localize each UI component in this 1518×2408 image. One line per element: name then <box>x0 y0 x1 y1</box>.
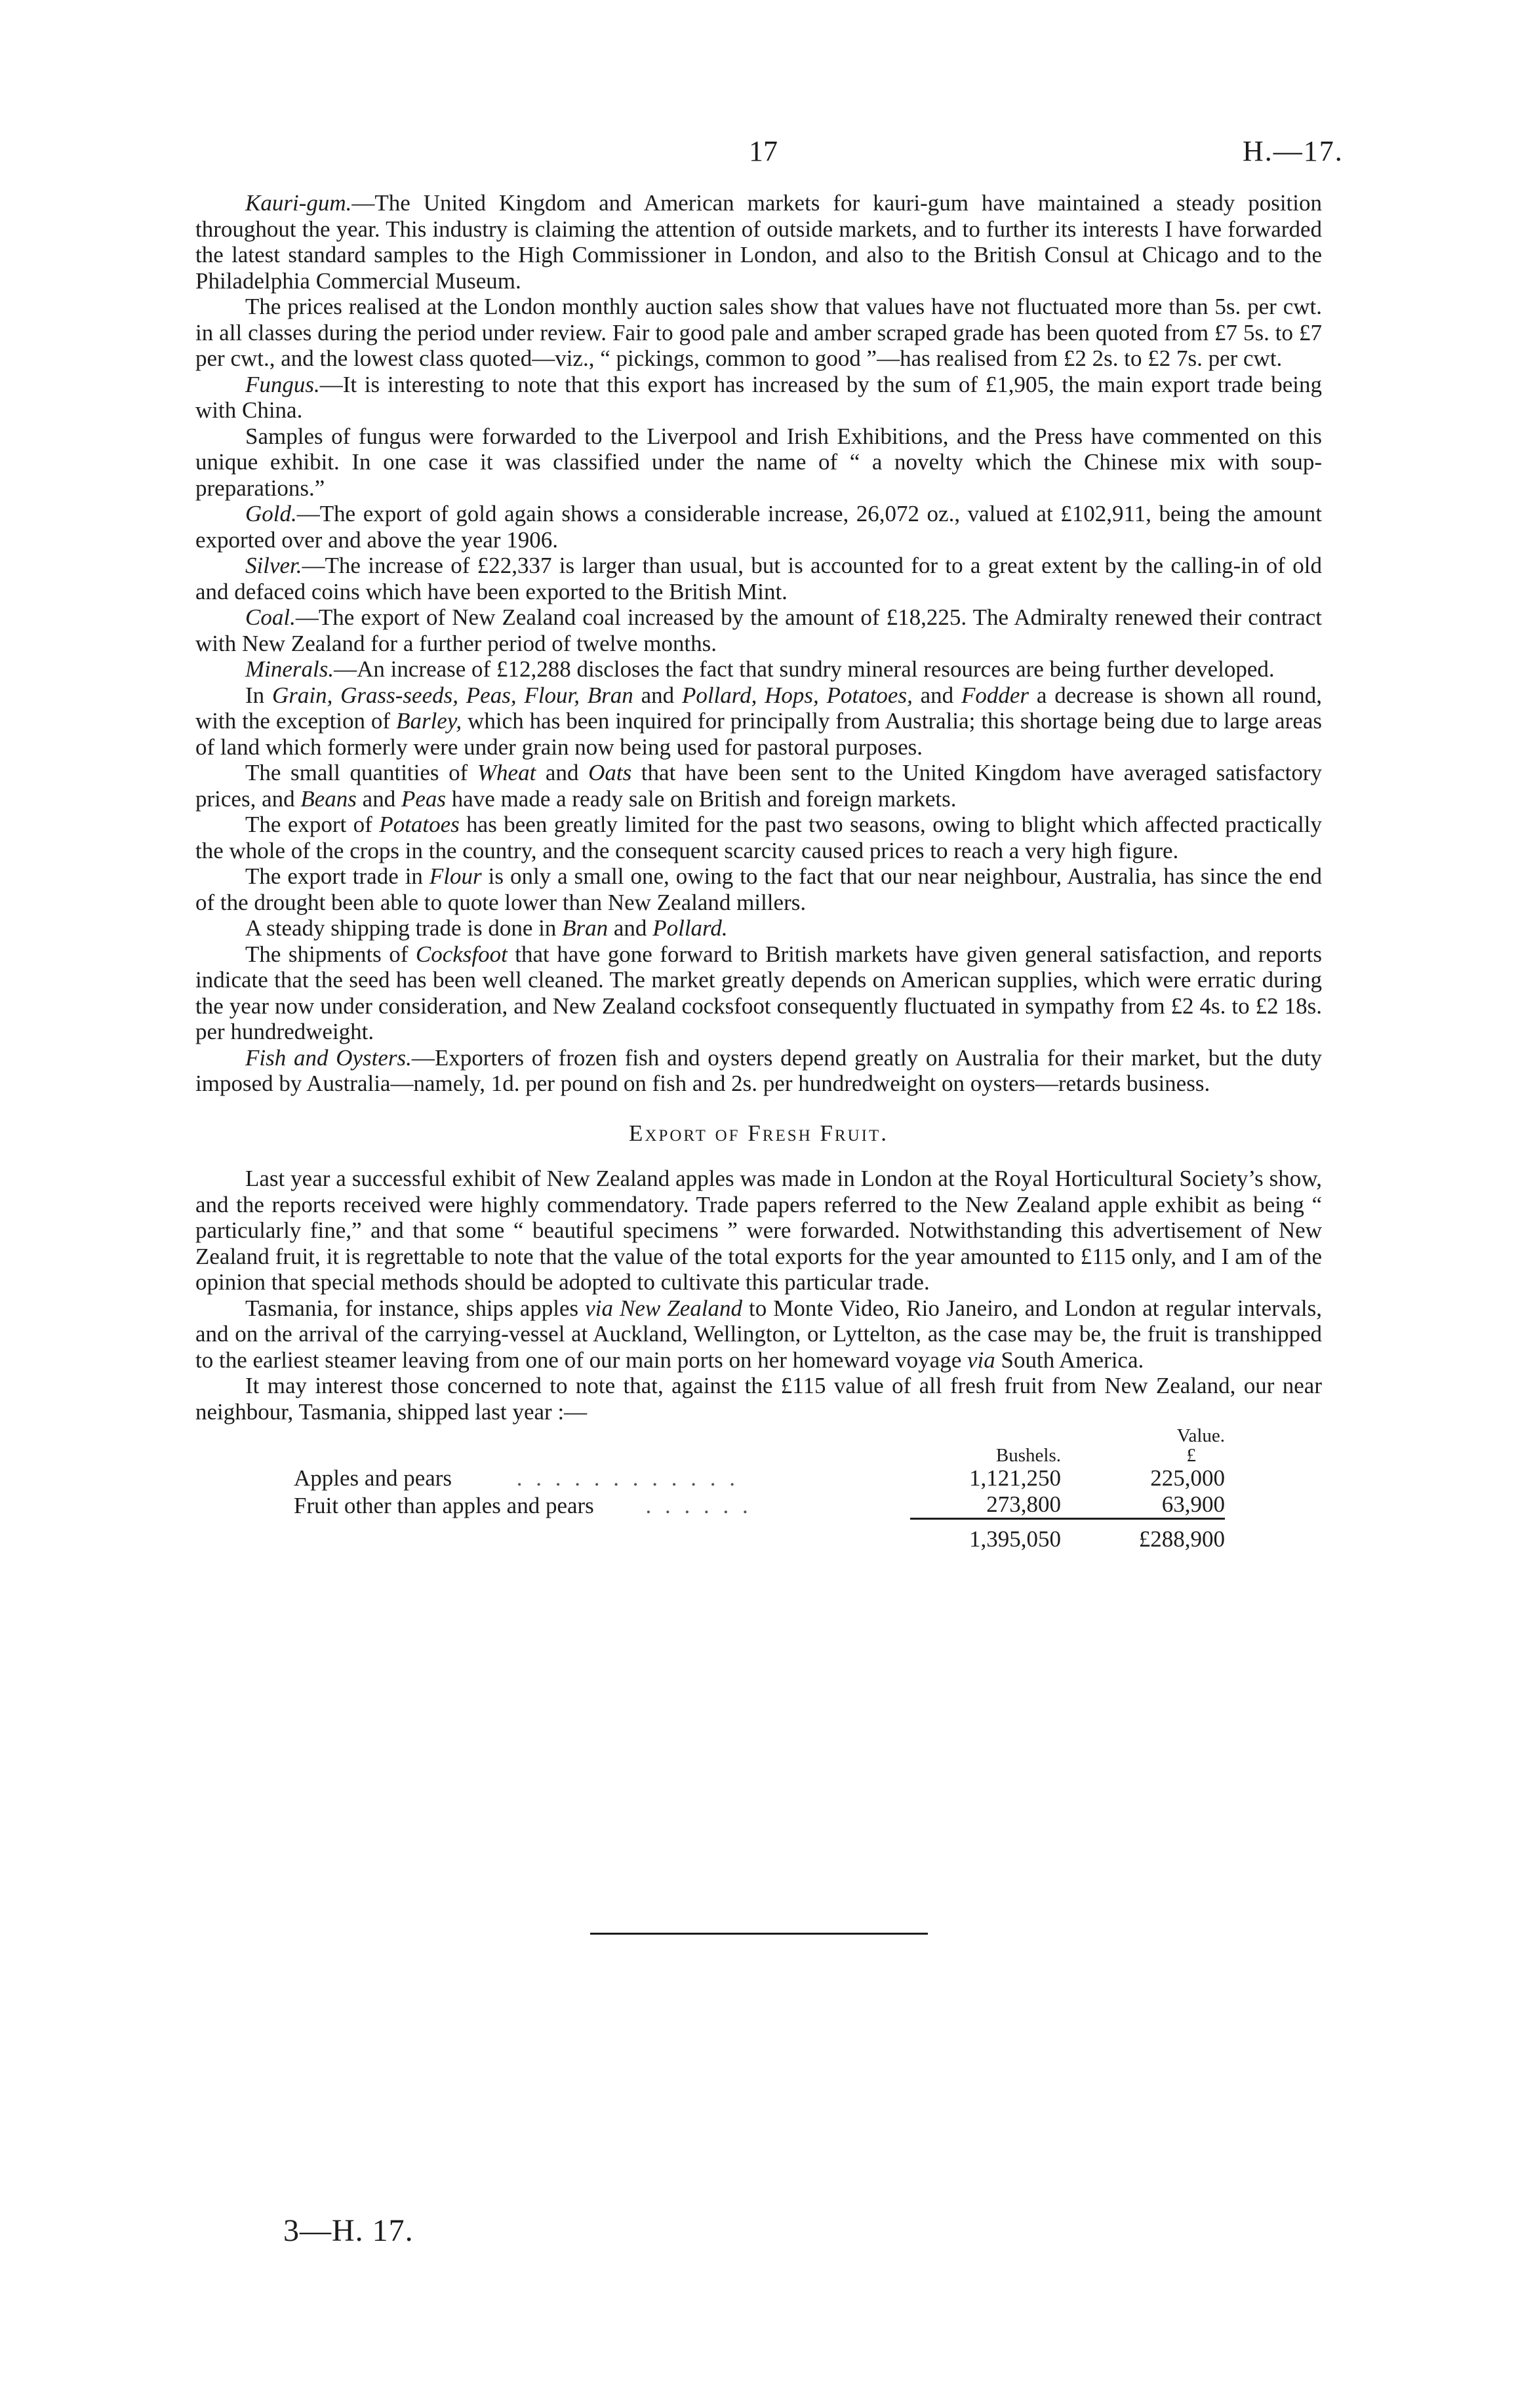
paragraph-fruit-exhibit: Last year a successful exhibit of New Zealand apples was made in London at the Royal Horticultural Society’s show, and the reports received were highly commendatory. Trade papers referred to the New Zealand apple exhibit as being “ particularly fine,” and that some “ beautiful specimens ” were forwarded. Notwithstanding this advertisement of New Zealand fruit, it is regrettable to note that the value of the total exports for the year amounted to £115 only, and I am of the opinion that special methods should be adopted to cultivate this particular trade. <box>195 1166 1322 1295</box>
italic-run: Barley, <box>396 708 462 734</box>
paragraph-text: Samples of fungus were forwarded to the Liverpool and Irish Exhibitions, and the Press have commented on this unique exhibit. In one case it was classified under the name of “ a novelty which the Chinese mix with soup-preparations.” <box>195 423 1322 501</box>
paragraph-lead: Silver. <box>245 553 302 578</box>
total-value-cell: £288,900 <box>1061 1519 1225 1553</box>
text-run: The small quantities of <box>245 760 477 785</box>
column-header-bushels <box>910 1426 1061 1465</box>
paragraph-lead: Minerals. <box>245 656 334 682</box>
text-run: that have been sent to the United Kingdom have averaged satisfactory prices, and <box>195 760 1322 812</box>
paragraph-coal <box>195 604 1322 656</box>
row-label: Fruit other than apples and pears <box>294 1492 594 1518</box>
italic-run: Bran <box>562 915 609 941</box>
total-bushels-cell: 1,395,050 <box>910 1519 1061 1553</box>
paragraph-fungus <box>195 372 1322 424</box>
paragraph-text: —The United Kingdom and American markets for kauri-gum have maintained a steady position throughout the year. This industry is claiming the attention of outside markets, and to further its interests I have forwarded the latest standard samples to the High Commissioner in London, and also to the British Consul at Chicago and to the Philadelphia Commercial Museum. <box>195 190 1322 294</box>
text-run: and <box>356 785 401 812</box>
text-run: The export of <box>245 812 380 837</box>
italic-run: Potatoes <box>379 812 460 837</box>
paragraph-minerals <box>195 656 1322 682</box>
italic-run: Pollard. <box>652 915 728 941</box>
italic-run: Flour <box>429 863 482 889</box>
bushels-cell: 1,121,250 <box>969 1465 1061 1491</box>
paragraph-lead: Fish and Oysters. <box>245 1044 412 1071</box>
paragraph-bran-pollard <box>195 915 1322 941</box>
text-run: A steady shipping trade is done in <box>245 915 563 941</box>
text-run: and <box>633 682 682 708</box>
paragraph-grain <box>195 682 1322 760</box>
paragraph-potatoes <box>195 812 1322 863</box>
paragraph-text: The prices realised at the London monthly auction sales show that values have not fluctuated more than 5s. per cwt. in all classes during the period under review. Fair to good pale and amber scraped grade has been quoted from £7 5s. to £7 per cwt., and the lowest class quoted—viz., “ pickings, common to good ”—has realised from £2 2s. to £2 7s. per cwt. <box>195 294 1322 371</box>
paragraph-text: —The export of New Zealand coal increased by the amount of £18,225. The Admiralty renewed their contract with New Zealand for a further period of twelve months. <box>195 604 1322 656</box>
italic-run: Peas <box>401 785 446 812</box>
paragraph-fungus-samples <box>195 424 1322 502</box>
italic-run: Grain, Grass-seeds, Peas, Flour, Bran <box>271 682 633 708</box>
paragraph-fish-oysters <box>195 1045 1322 1097</box>
page-number: 17 <box>749 135 778 167</box>
leader-dots: . . . . . . . . . . . . <box>516 1465 740 1491</box>
italic-run: Pollard, Hops, Potatoes, <box>681 682 913 708</box>
document-reference: H.—17. <box>1243 135 1344 167</box>
paragraph-lead: Gold. <box>245 501 297 526</box>
table-row <box>294 1465 1225 1491</box>
column-header-value <box>1061 1426 1225 1465</box>
text-run: that have gone forward to British markets have given general satisfaction, and reports indicate that the seed has been well cleaned. The market greatly depends on American supplies, which were erratic during the year now under consideration, and New Zealand cocksfoot consequently fluctuated in sympathy from £2 4s. to £2 18s. per hundredweight. <box>195 941 1322 1044</box>
paragraph-lead: Kauri-gum. <box>245 190 352 216</box>
paragraph-kauri-prices <box>195 294 1322 372</box>
column-header-label: Value. <box>1176 1425 1225 1446</box>
text-run: The shipments of <box>245 941 416 967</box>
paragraph-kauri-gum <box>195 190 1322 294</box>
text-run: which has been inquired for principally from Australia; this shortage being due to large areas of land which formerly were under grain now being used for pastoral purposes. <box>195 708 1322 760</box>
paragraph-wheat-oats <box>195 760 1322 812</box>
table-row-label-cell <box>294 1491 910 1519</box>
value-cell: 63,900 <box>1161 1491 1225 1517</box>
italic-run: Wheat <box>477 760 536 785</box>
text-run: and <box>912 682 961 708</box>
value-cell: 225,000 <box>1150 1465 1225 1491</box>
document-body <box>195 190 1322 1552</box>
paragraph-gold <box>195 501 1322 553</box>
paragraph-lead: Fungus. <box>245 371 320 397</box>
italic-run: Beans <box>300 785 357 812</box>
paragraph-interest: It may interest those concerned to note that, against the £115 value of all fresh fruit from New Zealand, our near neighbour, Tasmania, shipped last year :— <box>195 1373 1322 1425</box>
section-heading-fresh-fruit: Export of Fresh Fruit. <box>629 1120 889 1146</box>
text-run: and <box>608 915 653 941</box>
text-run: has been greatly limited for the past two seasons, owing to blight which affected practically the whole of the crops in the country, and the consequent scarcity caused prices to reach a very high figure. <box>195 812 1322 863</box>
paragraph-silver <box>195 553 1322 604</box>
text-run: South America. <box>995 1347 1144 1373</box>
table-row <box>294 1491 1225 1519</box>
italic-run: via <box>967 1347 995 1373</box>
table-header-blank <box>294 1426 910 1465</box>
paragraph-text: —The increase of £22,337 is larger than usual, but is accounted for to a great extent by the calling-in of old and defaced coins which have been exported to the British Mint. <box>195 553 1322 604</box>
paragraph-text: —The export of gold again shows a considerable increase, 26,072 oz., valued at £102,911, being the amount exported over and above the year 1906. <box>195 501 1322 553</box>
paragraph-flour <box>195 863 1322 915</box>
text-run: have made a ready sale on British and foreign markets. <box>446 785 957 812</box>
column-header-unit: £ <box>1186 1445 1196 1466</box>
paragraph-text: —It is interesting to note that this export has increased by the sum of £1,905, the main export trade being with China. <box>195 371 1322 423</box>
italic-run: Fodder <box>961 682 1029 708</box>
paragraph-lead: Coal. <box>245 604 296 630</box>
paragraph-cocksfoot <box>195 941 1322 1045</box>
text-run: and <box>536 760 589 785</box>
paragraph-tasmania <box>195 1295 1322 1373</box>
text-run: to Monte Video, Rio Janeiro, and London at regular intervals, and on the arrival of the carrying-vessel at Auckland, Wellington, or Lyttelton, as the case may be, the fruit is transhipped to the earliest steamer leaving from one of our main ports on her homeward voyage <box>195 1295 1322 1373</box>
text-run: is only a small one, owing to the fact that our near neighbour, Australia, has since the end of the drought been able to quote lower than New Zealand millers. <box>195 863 1322 915</box>
column-header-label: Bushels. <box>995 1445 1061 1466</box>
table-total-row <box>294 1519 1225 1553</box>
italic-run: via New Zealand <box>585 1295 742 1321</box>
table-header-row <box>294 1426 1225 1465</box>
tasmania-fruit-table <box>294 1426 1225 1552</box>
paragraph-text: —An increase of £12,288 discloses the fact that sundry mineral resources are being further developed. <box>334 656 1275 682</box>
table-row-label-cell <box>294 1465 910 1491</box>
bushels-cell: 273,800 <box>986 1491 1061 1517</box>
italic-run: Cocksfoot <box>415 941 508 967</box>
table-total-blank <box>294 1519 910 1553</box>
footer-reference: 3—H. 17. <box>283 2213 414 2248</box>
italic-run: Oats <box>588 760 632 785</box>
text-run: In <box>245 682 272 708</box>
text-run: Tasmania, for instance, ships apples <box>245 1295 586 1321</box>
row-label: Apples and pears <box>294 1465 452 1491</box>
text-run: The export trade in <box>245 863 429 889</box>
page-header <box>0 134 1518 180</box>
leader-dots: . . . . . . <box>645 1492 752 1518</box>
paragraph-text: —Exporters of frozen fish and oysters depend greatly on Australia for their market, but the duty imposed by Australia—namely, 1d. per pound on fish and 2s. per hundredweight on oysters—retards business. <box>195 1044 1322 1096</box>
text-run: a decrease is shown all round, with the exception of <box>195 682 1322 734</box>
section-divider-rule <box>590 1933 928 1935</box>
